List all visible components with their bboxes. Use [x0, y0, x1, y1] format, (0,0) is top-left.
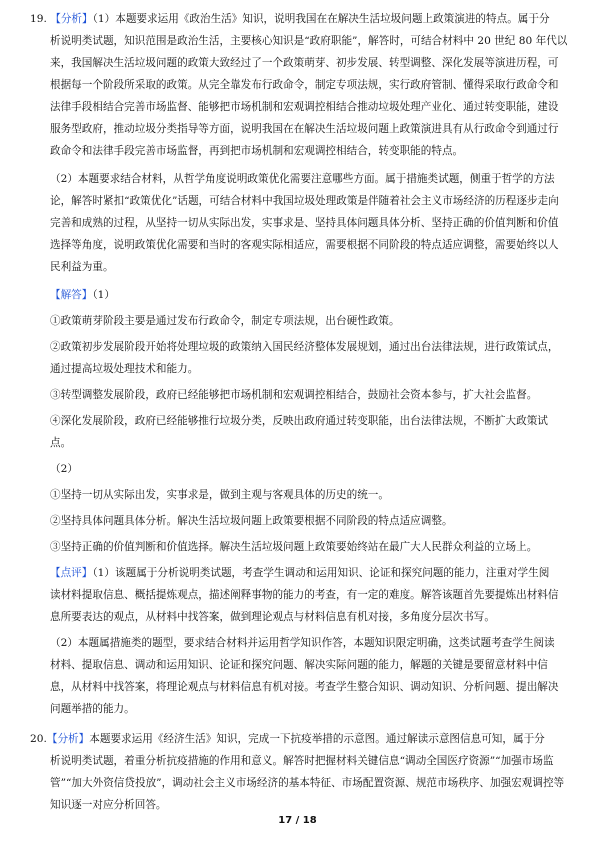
analysis-tag: 【分析】 [46, 733, 90, 745]
question-number: 20. [30, 733, 47, 745]
paragraph-line: 息所要表达的观点，从材料中找答案，做到理论观点与材料信息有机对接，多角度分层次书写。 [50, 611, 495, 623]
paragraph-line: 论，解答时紧扣“政策优化”话题，可结合材料中我国垃圾处理政策是伴随着社会主义市场经济的历程逐步走向 [50, 195, 559, 207]
q20-first-line [30, 728, 575, 750]
comment-first-line [50, 562, 570, 584]
answer-item: ①坚持一切从实际出发，实事求是，做到主观与客观具体的历史的统一。 [50, 489, 389, 501]
answer-item: 通过提高垃圾处理技术和能力。 [50, 363, 199, 375]
q19-first-line [30, 8, 575, 30]
paragraph-line: 息，从材料中找答案，将理论观点与材料信息有机对接。考查学生整合知识、调动知识、分析问题、提出解决 [50, 681, 559, 693]
paragraph-line: 法律手段相结合完善市场监督、能够把市场机制和宏观调控相结合推动垃圾处理产业化、通过转变职能，建设 [50, 101, 559, 113]
paragraph-line: 根据每一个阶段所采取的政策。从完全靠发布行政命令，制定专项法规，实行政府管制、懂得采取行政命令和 [50, 79, 559, 91]
q19-comment-part2 [50, 632, 570, 720]
q19-answer-item2 [50, 336, 570, 380]
q19-answer-part2 [50, 458, 570, 480]
page-number: 17 / 18 [278, 815, 317, 826]
paragraph-line: 政命令和法律手段完善市场监督，再到把市场机制和宏观调控相结合，转变职能的特点。 [50, 145, 464, 157]
q19-answer-item-b3 [50, 536, 570, 558]
q19-answer-item4 [50, 410, 570, 454]
paragraph-line: 管”“加大外资信贷投放”，调动社会主义市场经济的基本特征、市场配置资源、规范市场秩序、加强宏观调控等 [50, 777, 565, 789]
paragraph-line: 知识逐一对应分析回答。 [50, 799, 167, 811]
paragraph-line: 材料、提取信息、调动和运用知识、论证和探究问题、解决实际问题的能力，解题的关键是要留意材料中信 [50, 659, 548, 671]
answer-item: 点。 [50, 437, 72, 449]
paragraph-line: 来，我国解决生活垃圾问题的政策大致经过了一个政策萌芽、初步发展、转型调整、深化发展等演进历程，可 [50, 57, 559, 69]
paragraph-line: 本题要求运用《经济生活》知识，完成一下抗疫举措的示意图。通过解读示意图信息可知，属于分 [89, 733, 545, 745]
q20-body [30, 750, 575, 816]
paragraph-line: （1）本题要求运用《政治生活》知识，说明我国在在解决生活垃圾问题上政策演进的特点。属于分 [92, 13, 550, 25]
paragraph-line: 完善和成熟的过程，从坚持一切从实际出发，实事求是、坚持具体问题具体分析、坚持正确的价值判断和价值 [50, 217, 559, 229]
comment-tag: 【点评】 [50, 567, 93, 579]
q19-answer-item-b1 [50, 484, 570, 506]
q19-analysis-part2 [50, 168, 570, 278]
q19-answer-part1 [50, 310, 570, 332]
paragraph-line: 问题举措的能力。 [50, 703, 135, 715]
question-number: 19. [30, 13, 47, 25]
answer-item: ④深化发展阶段，政府已经能够推行垃圾分类，反映出政府通过转变职能，出台法律法规，不断扩大政策试 [50, 415, 548, 427]
answer-part-label: （2） [50, 463, 78, 475]
paragraph-line: （1）该题属于分析说明类试题，考查学生调动和运用知识、论证和探究问题的能力，注重对学生阅 [92, 567, 550, 579]
analysis-tag: 【分析】 [50, 13, 93, 25]
q19-answer-item-b2 [50, 510, 570, 532]
paragraph-line: 服务型政府，推动垃圾分类指导等方面，说明我国在在解决生活垃圾问题上政策演进具有从行政命令到通过行 [50, 123, 559, 135]
q19-analysis-part1 [50, 30, 570, 162]
q19-analysis [30, 8, 575, 30]
answer-tag: 【解答】 [50, 289, 93, 301]
q19-answer-item3 [50, 384, 570, 406]
q19-answer [50, 284, 570, 306]
q19-comment [50, 562, 570, 628]
q20-analysis [30, 728, 575, 816]
paragraph-line: 析说明类试题，知识范围是政治生活，主要核心知识是“政府职能”，解答时，可结合材料中 20 世纪 80 年代以 [50, 35, 568, 47]
paragraph-line: 选择等角度，说明政策优化需要和当时的客观实际相适应，需要根据不同阶段的特点适应调整，需要始终以人 [50, 239, 559, 251]
paragraph-line: 析说明类试题，着重分析抗疫措施的作用和意义。解答时把握材料关键信息“调动全国医疗资源”“加强市场监 [50, 755, 554, 767]
answer-part-label: （1） [92, 289, 116, 301]
answer-item: ②坚持具体问题具体分析。解决生活垃圾问题上政策要根据不同阶段的特点适应调整。 [50, 515, 453, 527]
answer-item: ③坚持正确的价值判断和价值选择。解决生活垃圾问题上政策要始终站在最广大人民群众利益的立场上。 [50, 541, 538, 553]
paragraph-line: （2）本题属措施类的题型，要求结合材料并运用哲学知识作答，本题知识限定明确，这类试题考查学生阅读 [50, 637, 555, 649]
paragraph-line: 民利益为重。 [50, 261, 114, 273]
answer-item: ②政策初步发展阶段开始将处理垃圾的政策纳入国民经济整体发展规划，通过出台法律法规，进行政策试点， [50, 341, 559, 353]
answer-item: ③转型调整发展阶段，政府已经能够把市场机制和宏观调控相结合，鼓励社会资本参与，扩大社会监督。 [50, 389, 538, 401]
paragraph-line: 读材料提取信息、概括提炼观点，描述阐释事物的能力的考查，有一定的难度。解答该题首先要提炼出材料信 [50, 589, 559, 601]
answer-item: ①政策萌芽阶段主要是通过发布行政命令，制定专项法规，出台硬性政策。 [50, 315, 400, 327]
paragraph-line: （2）本题要求结合材料，从哲学角度说明政策优化需要注意哪些方面。属于措施类试题，侧重于哲学的方法 [50, 173, 555, 185]
answer-heading [50, 284, 570, 306]
